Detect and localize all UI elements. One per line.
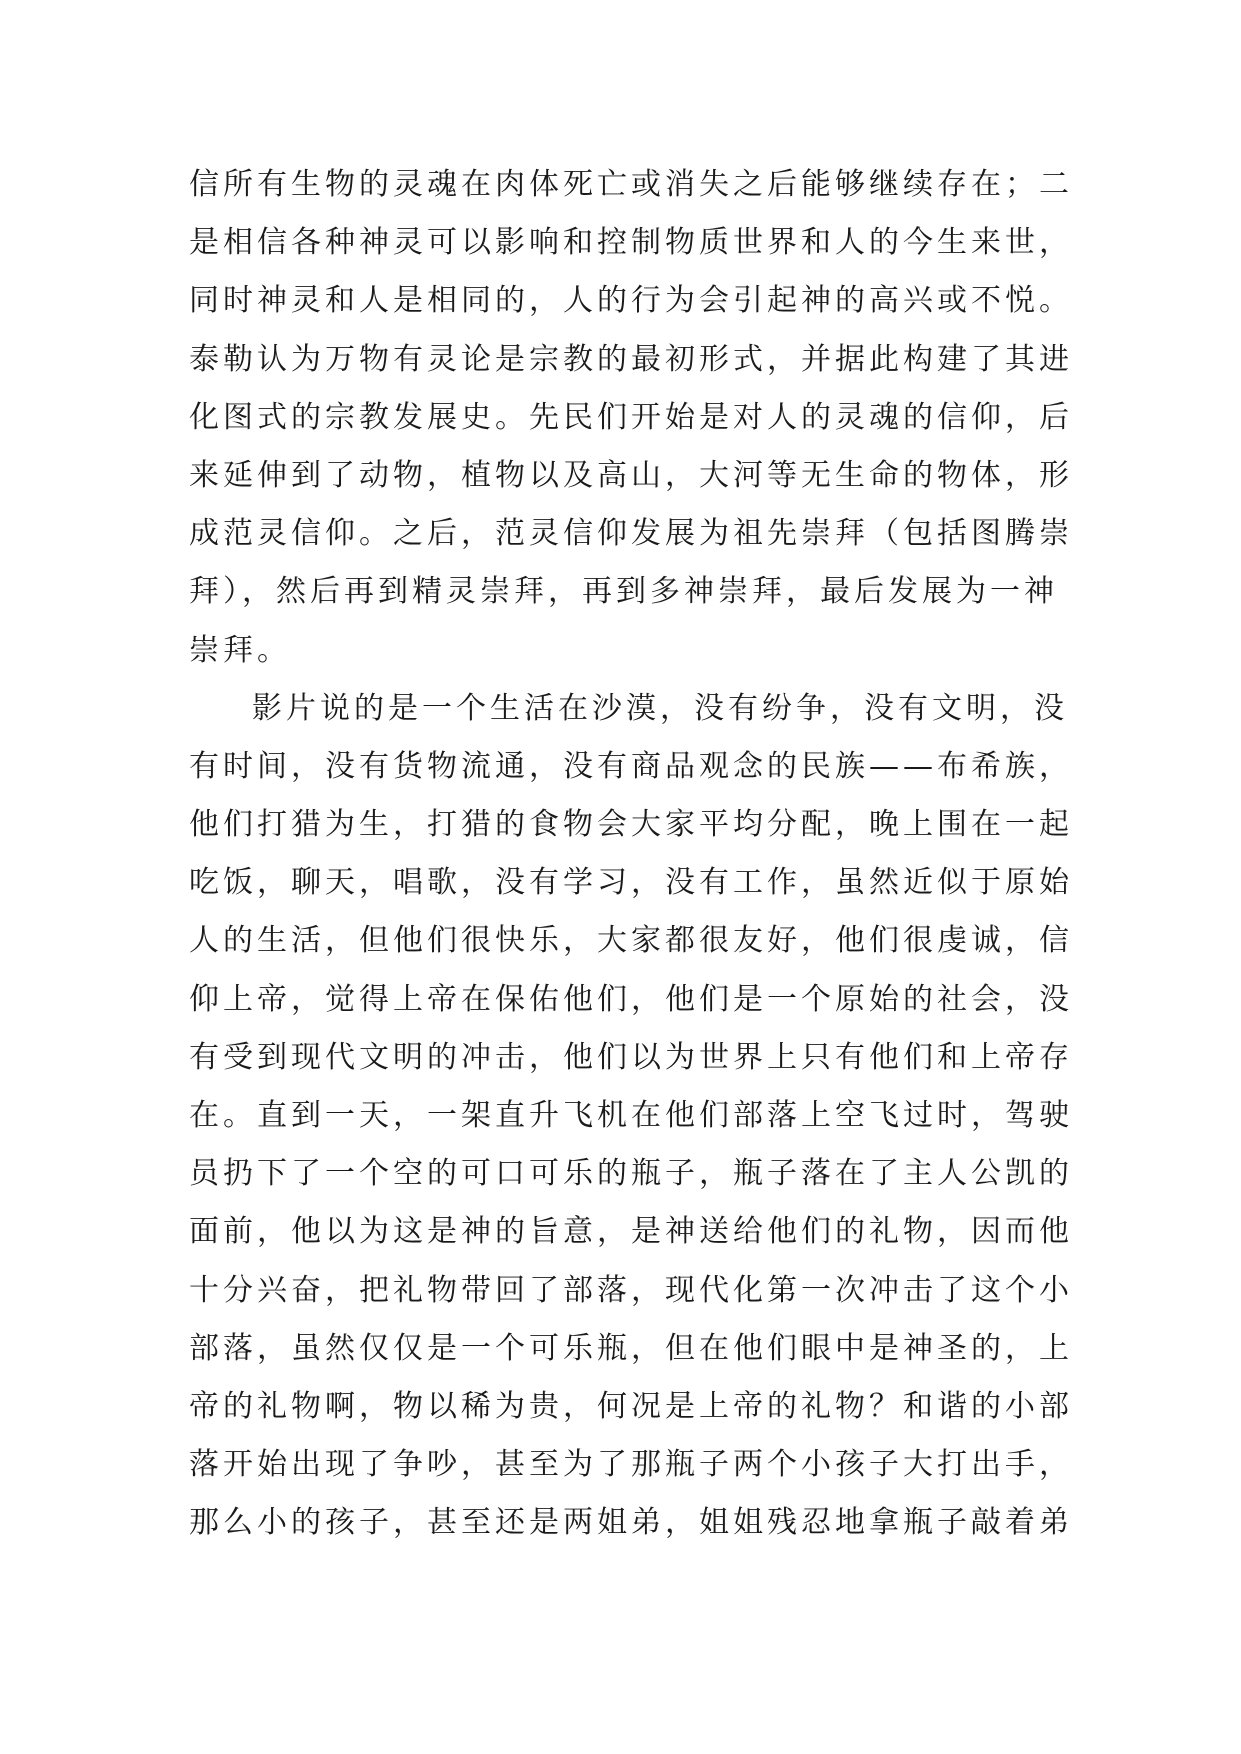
paragraph [189, 680, 1089, 1553]
text-line: 部落，虽然仅仅是一个可乐瓶，但在他们眼中是神圣的，上 [189, 1330, 1073, 1366]
text-line: 落开始出现了争吵，甚至为了那瓶子两个小孩子大打出手， [189, 1447, 1073, 1483]
text-line: 泰勒认为万物有灵论是宗教的最初形式，并据此构建了其进 [189, 341, 1073, 377]
text-line: 有时间，没有货物流通，没有商品观念的民族——布希族， [189, 748, 1073, 784]
text-line-indented: 影片说的是一个生活在沙漠，没有纷争，没有文明，没 [252, 690, 1068, 726]
text-line: 员扔下了一个空的可口可乐的瓶子，瓶子落在了主人公凯的 [189, 1156, 1073, 1192]
text-line: 人的生活，但他们很快乐，大家都很友好，他们很虔诚，信 [189, 923, 1073, 959]
document-body [189, 156, 1089, 1553]
text-line: 有受到现代文明的冲击，他们以为世界上只有他们和上帝存 [189, 1039, 1073, 1075]
text-line: 同时神灵和人是相同的，人的行为会引起神的高兴或不悦。 [189, 283, 1073, 319]
text-line: 十分兴奋，把礼物带回了部落，现代化第一次冲击了这个小 [189, 1272, 1073, 1308]
text-line: 那么小的孩子，甚至还是两姐弟，姐姐残忍地拿瓶子敲着弟 [189, 1505, 1073, 1541]
paragraph [189, 156, 1089, 680]
text-line: 仰上帝，觉得上帝在保佑他们，他们是一个原始的社会，没 [189, 981, 1073, 1017]
text-line: 他们打猎为生，打猎的食物会大家平均分配，晚上围在一起 [189, 807, 1073, 843]
text-line: 信所有生物的灵魂在肉体死亡或消失之后能够继续存在；二 [189, 167, 1073, 202]
text-line: 来延伸到了动物，植物以及高山，大河等无生命的物体，形 [189, 457, 1073, 493]
text-line: 面前，他以为这是神的旨意，是神送给他们的礼物，因而他 [189, 1214, 1073, 1250]
text-line: 化图式的宗教发展史。先民们开始是对人的灵魂的信仰，后 [189, 399, 1073, 435]
text-line: 帝的礼物啊，物以稀为贵，何况是上帝的礼物？和谐的小部 [189, 1388, 1073, 1424]
text-line: 拜），然后再到精灵崇拜，再到多神崇拜，最后发展为一神 [189, 574, 1058, 610]
text-line: 是相信各种神灵可以影响和控制物质世界和人的今生来世， [189, 225, 1073, 261]
text-line: 在。直到一天，一架直升飞机在他们部落上空飞过时，驾驶 [189, 1098, 1073, 1133]
text-line: 崇拜。 [189, 632, 291, 668]
text-line: 吃饭，聊天，唱歌，没有学习，没有工作，虽然近似于原始 [189, 865, 1073, 901]
text-line: 成范灵信仰。之后，范灵信仰发展为祖先崇拜（包括图腾崇 [189, 516, 1073, 552]
